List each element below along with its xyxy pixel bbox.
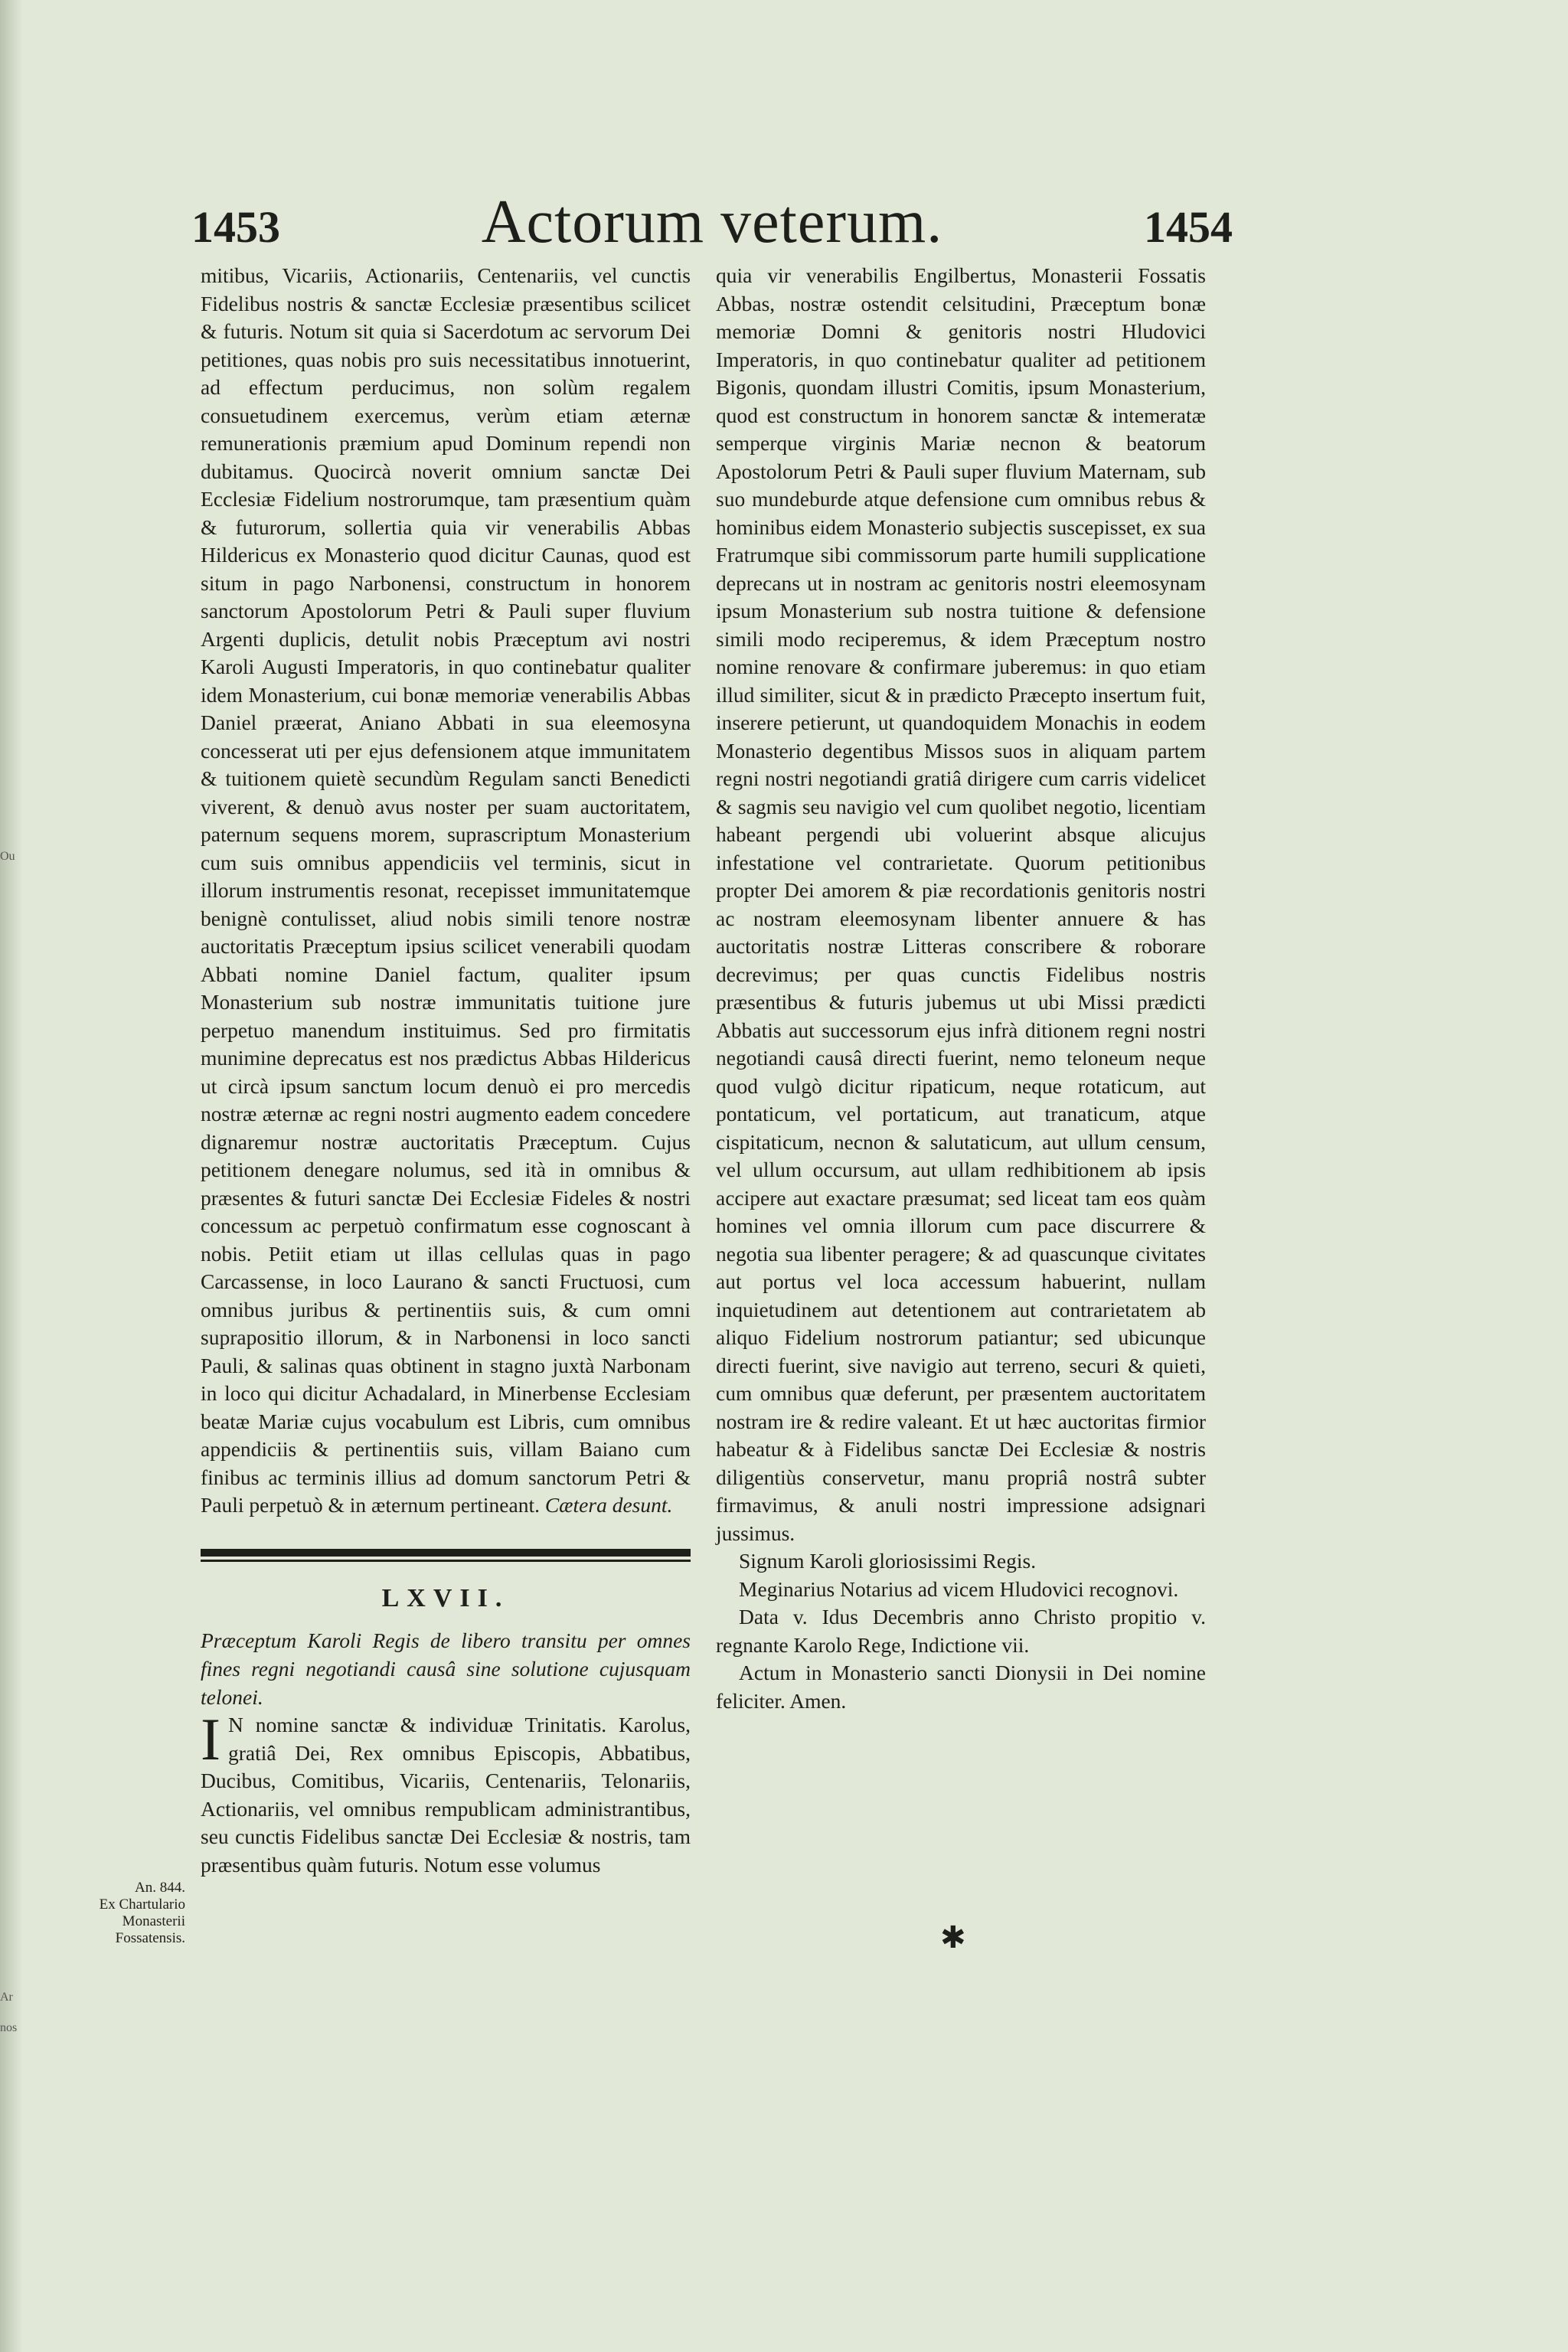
- ending-note: Cætera desunt.: [544, 1493, 673, 1517]
- right-body: quia vir venerabilis Engilbertus, Monasterii Fossatis Abbas, nostræ ostendit celsitudini, Præceptum bonæ memoriæ Domni & genitoris nostri Hludovici Imperatoris, in quo continebatur qualiter ad petitionem Bigonis, quondam illustri Comitis, ipsum Monasterium, quod est constructum in honorem sanctæ & intemeratæ semperque virginis Mariæ necnon & beatorum Apostolorum Petri & Pauli super fluvium Maternam, sub suo mundeburde atque defensione cum omnibus rebus & hominibus eidem Monasterio subjectis suscepisset, ex sua Fratrumque sibi commissorum parte humili supplicatione deprecans ut in nostram ac genitoris nostri eleemosynam ipsum Monasterium sub nostra tuitione & defensione simili modo reciperemus, & idem Præceptum nostro nomine renovare & confirmare juberemus: in quo etiam illud similiter, sicut & in prædicto Præcepto insertum fuit, inserere petierunt, ut quandoquidem Monachis in eodem Monasterio degentibus Missos suos in aliquam partem regni nostri negotiandi gratiâ dirigere cum carris videlicet & sagmis seu navigio vel cum quolibet negotio, licentiam habeant pergendi ubi voluerint absque alicujus infestatione vel contrarietate. Quorum petitionibus propter Dei amorem & piæ recordationis genitoris nostri ac nostram eleemosynam libenter annuere & has auctoritatis nostræ Litteras conscribere & roborare decrevimus; per quas cunctis Fidelibus nostris præsentibus & futuris jubemus ut ubi Missi prædicti Abbatis aut successorum ejus infrà ditionem regni nostri negotiandi causâ directi fuerint, nemo teloneum neque quod vulgò dicitur ripaticum, neque rotaticum, aut pontaticum, vel portaticum, aut tranaticum, atque cispitaticum, necnon & salutaticum, aut ullum censum, vel ullum occursum, aut ullam redhibitionem ab ipsis accipere aut exactare præsumat; sed liceat tam eos quàm homines vel omnia illorum cum pace discurrere & negotia sua libenter peragere; & ad quascunque civitates aut portus vel loca accessum habuerint, nullam inquietudinem aut detentionem aut contrarietatem ab aliquo Fidelium nostrorum patiantur; sed ubicunque directi fuerint, sive navigio aut terreno, securi & quieti, cum omnibus quæ deferunt, per præsentem auctoritatem nostram ire & redire valeant. Et ut hæc auctoritas firmior habeatur & à Fidelibus sanctæ Dei Ecclesiæ & nostris diligentiùs conservetur, manu propriâ nostrâ subter firmavimus, & anuli nostri impressione adsignari jussimus.: [716, 263, 1206, 1545]
- left-body: mitibus, Vicariis, Actionariis, Centenariis, vel cunctis Fidelibus nostris & sanctæ Ecclesiæ præsentibus scilicet & futuris. Notum sit quia si Sacerdotum ac servorum Dei petitiones, quas nobis pro suis necessitatibus innotuerint, ad effectum perducimus, non solùm regalem consuetudinem exercemus, verùm etiam æternæ remunerationis præmium apud Dominum rependi non dubitamus. Quocircà noverit omnium sanctæ Dei Ecclesiæ Fidelium nostrorumque, tam præsentium quàm & futurorum, sollertia quia vir venerabilis Abbas Hildericus ex Monasterio quod dicitur Caunas, quod est situm in pago Narbonensi, constructum in honorem sanctorum Apostolorum Petri & Pauli super fluvium Argenti duplicis, detulit nobis Præceptum avi nostri Karoli Augusti Imperatoris, in quo continebatur qualiter idem Monasterium, cui bonæ memoriæ venerabilis Abbas Daniel præerat, Aniano Abbati in sua eleemosyna concesserat uti per ejus defensionem atque immunitatem & tuitionem quietè secundùm Regulam sancti Benedicti viverent, & denuò avus noster per suam auctoritatem, paternum sequens morem, suprascriptum Monasterium cum suis omnibus appendiciis vel terminis, sicut in illorum instrumentis resonat, recepisset immunitatemque benignè contulisset, aliud nobis simili tenore nostræ auctoritatis Præceptum ipsius scilicet venerabili quodam Abbati nomine Daniel factum, qualiter ipsum Monasterium sub nostræ immunitatis tuitione jure perpetuo manendum instituimus. Sed pro firmitatis munimine deprecatus est nos prædictus Abbas Hildericus ut circà ipsum sanctum locum denuò ei pro mercedis nostræ æternæ ac regni nostri augmento eadem concedere dignaremur nostræ auctoritatis Præceptum. Cujus petitionem denegare nolumus, sed ità in omnibus & præsentes & futuri sanctæ Dei Ecclesiæ Fideles & nostri concessum ac perpetuò confirmatum esse cognoscant à nobis. Petiit etiam ut illas cellulas quas in pago Carcassense, in loco Laurano & sancti Fructuosi, cum omnibus juribus & pertinentiis suis, & cum omni suprapositio illorum, & in Narbonensi in loco sancti Pauli, & salinas quas obtinent in stagno juxtà Narbonam in loco qui dicitur Achadalard, in Minerbense Ecclesiam beatæ Mariæ cujus vocabulum est Libris, cum omnibus appendiciis & pertinentiis suis, villam Baiano cum finibus ac terminis illius ad domum sanctorum Petri & Pauli perpetuò & in æternum pertineant.: [201, 263, 691, 1517]
- right-column: [716, 262, 1206, 1715]
- page-number-right: 1454: [1144, 202, 1233, 252]
- data-line: Data v. Idus Decembris anno Christo propitio v. regnante Karolo Rege, Indictione vii.: [716, 1605, 1206, 1657]
- edge-fragment: nos: [0, 2021, 18, 2034]
- page-header: [191, 188, 1233, 264]
- drop-cap: I: [201, 1706, 220, 1772]
- charter-opening: [201, 1706, 691, 1879]
- page-number-left: 1453: [191, 202, 280, 252]
- opening-text: N nomine sanctæ & individuæ Trinitatis. Karolus, gratiâ Dei, Rex omnibus Episcopis, Abbatibus, Ducibus, Comitibus, Vicariis, Centenariis, Telonariis, Actionariis, vel omnibus rempublicam administrantibus, seu cunctis Fidelibus sanctæ Dei Ecclesiæ & nostris, tam præsentibus quàm futuris. Notum esse volumus: [201, 1713, 691, 1877]
- running-title: Actorum veterum.: [481, 188, 943, 256]
- actum-line: Actum in Monasterio sancti Dionysii in Dei nomine feliciter. Amen.: [716, 1661, 1206, 1713]
- edge-fragment: Ou: [0, 850, 15, 863]
- section-caption: Præceptum Karoli Regis de libero transitu per omnes fines regni negotiandi causâ sine solutione cujusquam telonei.: [201, 1628, 691, 1709]
- signum: Signum Karoli gloriosissimi Regis.: [739, 1549, 1037, 1573]
- margin-note: [86, 1880, 185, 1947]
- section-rule-thin: [201, 1560, 691, 1562]
- margin-note-year: An. 844.: [135, 1880, 185, 1896]
- left-body-text: [201, 262, 691, 1520]
- section-rule: [201, 1549, 691, 1557]
- notarius: Meginarius Notarius ad vicem Hludovici recognovi.: [739, 1576, 1179, 1601]
- ornament-icon: ✱: [940, 1920, 966, 1955]
- edge-fragment: Ar: [0, 1991, 13, 2004]
- left-column: [201, 262, 691, 1879]
- margin-note-source: Ex Chartulario Monasterii Fossatensis.: [99, 1896, 185, 1946]
- section-number: LXVII.: [381, 1583, 510, 1612]
